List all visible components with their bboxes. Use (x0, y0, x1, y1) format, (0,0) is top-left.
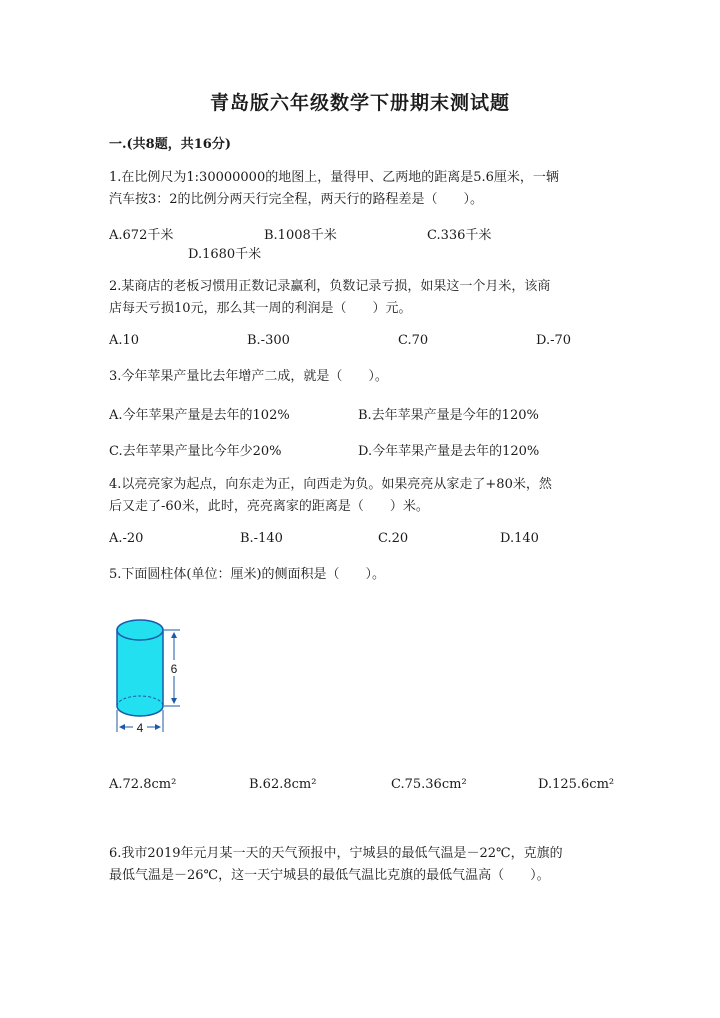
question-3-option-c[interactable]: C.去年苹果产量比今年少20% (109, 444, 282, 459)
question-5-option-c[interactable]: C.75.36cm² (391, 777, 467, 792)
question-4-option-a[interactable]: A.-20 (109, 531, 144, 546)
height-label: 6 (170, 662, 178, 676)
question-1-stem (109, 167, 614, 211)
stem-line: 汽车按3：2的比例分两天行完全程，两天行的路程差是（ ）。 (109, 192, 484, 207)
question-5-option-a[interactable]: A.72.8cm² (109, 777, 177, 792)
stem-line: 最低气温是－26℃，这一天宁城县的最低气温比克旗的最低气温高（ ）。 (109, 868, 550, 883)
stem-line: 店每天亏损10元，那么其一周的利润是（ ）元。 (109, 301, 412, 316)
stem-line: 3.今年苹果产量比去年增产二成，就是（ ）。 (109, 369, 388, 384)
stem-line: 2.某商店的老板习惯用正数记录赢利，负数记录亏损，如果这一个月米，该商 (109, 279, 551, 294)
question-1-option-c[interactable]: C.336千米 (427, 228, 492, 243)
stem-line: 4.以亮亮家为起点，向东走为正，向西走为负。如果亮亮从家走了+80米，然 (109, 477, 552, 492)
diameter-label: 4 (136, 721, 144, 735)
question-3-option-b[interactable]: B.去年苹果产量是今年的120% (358, 408, 539, 423)
question-3-option-a[interactable]: A.今年苹果产量是去年的102% (109, 408, 290, 423)
question-2-option-a[interactable]: A.10 (109, 333, 140, 348)
stem-line: 6.我市2019年元月某一天的天气预报中，宁城县的最低气温是－22℃，克旗的 (109, 846, 563, 861)
question-2-option-c[interactable]: C.70 (398, 333, 429, 348)
question-1-option-a[interactable]: A.672千米 (109, 228, 174, 243)
cylinder-figure (108, 606, 198, 742)
question-1-option-b[interactable]: B.1008千米 (264, 228, 337, 243)
section-heading: 一.(共8题，共16分) (109, 137, 231, 152)
question-4-option-d[interactable]: D.140 (500, 531, 539, 546)
question-5-option-b[interactable]: B.62.8cm² (249, 777, 317, 792)
question-4-option-b[interactable]: B.-140 (240, 531, 283, 546)
question-3-stem (109, 366, 614, 388)
question-4-stem (109, 474, 614, 518)
question-2-option-d[interactable]: D.-70 (536, 333, 572, 348)
question-3-option-d[interactable]: D.今年苹果产量是去年的120% (358, 444, 540, 459)
question-2-stem (109, 276, 614, 320)
stem-line: 1.在比例尺为1:30000000的地图上，量得甲、乙两地的距离是5.6厘米，一辆 (109, 170, 559, 185)
stem-line: 5.下面圆柱体(单位：厘米)的侧面积是（ ）。 (109, 567, 386, 582)
question-5-option-d[interactable]: D.125.6cm² (538, 777, 615, 792)
question-1-option-d[interactable]: D.1680千米 (188, 247, 262, 262)
question-6-stem (109, 843, 614, 887)
stem-line: 后又走了-60米，此时，亮亮离家的距离是（ ）米。 (109, 499, 429, 514)
question-2-option-b[interactable]: B.-300 (247, 333, 290, 348)
question-4-option-c[interactable]: C.20 (378, 531, 409, 546)
question-5-stem (109, 564, 614, 586)
cylinder-body (117, 630, 163, 716)
page-title: 青岛版六年级数学下册期末测试题 (209, 92, 510, 114)
cylinder-top (117, 620, 163, 640)
